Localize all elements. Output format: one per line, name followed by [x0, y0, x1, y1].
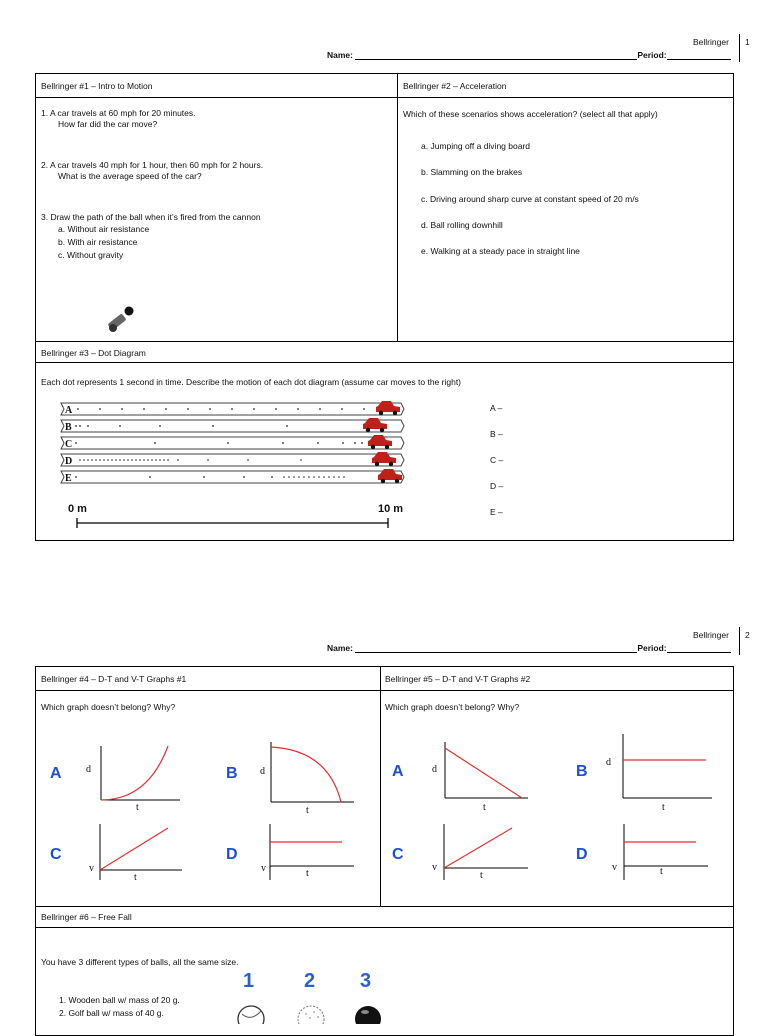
name-blank[interactable] [355, 59, 637, 60]
graph-5d [620, 822, 710, 882]
ball-number-3: 3 [360, 970, 372, 992]
axis-t: t [480, 870, 483, 881]
dot-row-b [61, 420, 404, 433]
br6-prompt: You have 3 different types of balls, all the same size. [41, 957, 239, 967]
graph-letter-c: C [50, 846, 62, 863]
axis-t: t [483, 802, 486, 813]
period-label: Period: [637, 50, 667, 60]
br2-option-a: a. Jumping off a diving board [421, 141, 530, 151]
row-divider [35, 906, 734, 907]
name-period-line [327, 50, 731, 60]
br4-prompt: Which graph doesn’t belong? Why? [41, 702, 176, 712]
axis-t: t [134, 872, 137, 883]
graph-4a [98, 744, 182, 804]
svg-text:E: E [65, 473, 72, 484]
br6-item-2: 2. Golf ball w/ mass of 40 g. [59, 1008, 164, 1018]
answer-b: B – [490, 429, 503, 439]
scale-start-label: 0 m [68, 503, 87, 515]
answer-a: A – [490, 403, 503, 413]
header-word-2: Bellringer [693, 630, 729, 640]
row-divider [35, 97, 734, 98]
svg-text:B: B [65, 422, 72, 433]
golf-ball-icon [298, 1006, 324, 1024]
name-blank-2[interactable] [355, 652, 637, 653]
answer-e: E – [490, 507, 503, 517]
br1-q3 [41, 212, 261, 262]
br1-title: Bellringer #1 – Intro to Motion [41, 81, 153, 91]
period-label-2: Period: [637, 643, 667, 653]
axis-t: t [306, 805, 309, 816]
name-period-line-2 [327, 643, 731, 653]
axis-d: d [86, 764, 91, 775]
metal-ball-icon [355, 1006, 381, 1024]
col-divider [380, 666, 381, 906]
br1-q2-line1: 2. A car travels 40 mph for 1 hour, then 60 mph for 2 hours. [41, 160, 264, 170]
br3-prompt: Each dot represents 1 second in time. Describe the motion of each dot diagram (assume car moves to the right) [41, 377, 462, 387]
graph-4c [96, 822, 184, 882]
br6-title: Bellringer #6 – Free Fall [41, 912, 132, 922]
col-divider [397, 73, 398, 341]
br1-q3-line: 3. Draw the path of the ball when it’s fired from the cannon [41, 212, 261, 222]
axis-v: v [261, 863, 266, 874]
svg-text:A: A [65, 405, 73, 416]
axis-t: t [136, 802, 139, 813]
axis-d: d [432, 764, 437, 775]
br1-q2 [41, 160, 263, 182]
distance-scale-bar [74, 516, 392, 530]
br2-option-e: e. Walking at a steady pace in straight line [421, 246, 580, 256]
ball-number-1: 1 [243, 970, 255, 992]
dot-diagram [58, 398, 408, 494]
scale-end-label: 10 m [378, 503, 404, 515]
row-divider [35, 927, 734, 928]
graph-letter-b-2: B [576, 763, 588, 780]
row-divider [35, 362, 734, 363]
br2-option-b: b. Slamming on the brakes [421, 167, 523, 177]
graph-letter-d-2: D [576, 846, 588, 863]
axis-t: t [662, 802, 665, 813]
br1-q3-item-c: c. Without gravity [58, 250, 124, 260]
br1-q1 [41, 108, 196, 130]
page-number-2: 2 [745, 630, 750, 640]
br2-prompt: Which of these scenarios shows acceleration? (select all that apply) [403, 109, 658, 119]
graph-4d [266, 822, 356, 882]
graph-5a [442, 740, 530, 802]
dot-row-e [61, 471, 404, 484]
header-word: Bellringer [693, 37, 729, 47]
dot-row-c [61, 437, 404, 450]
balls-illustration [234, 1002, 384, 1024]
row-divider [35, 690, 734, 691]
page-number: 1 [745, 37, 750, 47]
ball-number-2: 2 [304, 970, 316, 992]
graph-letter-b: B [226, 765, 238, 782]
period-blank-2[interactable] [667, 652, 731, 653]
answer-c: C – [490, 455, 504, 465]
br4-title: Bellringer #4 – D-T and V-T Graphs #1 [41, 674, 187, 684]
wooden-ball-icon [238, 1006, 264, 1024]
graph-letter-a: A [50, 765, 62, 782]
br6-item-1: 1. Wooden ball w/ mass of 20 g. [59, 995, 180, 1005]
graph-4b [268, 740, 358, 806]
row-divider [35, 341, 734, 342]
cannon-icon [104, 304, 136, 334]
axis-v: v [612, 862, 617, 873]
header-divider-2 [739, 627, 740, 655]
svg-text:D: D [65, 456, 73, 467]
br1-q2-line2: What is the average speed of the car? [58, 171, 202, 181]
axis-d: d [260, 766, 265, 777]
axis-d: d [606, 757, 611, 768]
graph-letter-a-2: A [392, 763, 404, 780]
axis-t: t [306, 868, 309, 879]
header-divider [739, 34, 740, 62]
br3-title: Bellringer #3 – Dot Diagram [41, 348, 146, 358]
br1-q3-item-a: a. Without air resistance [58, 224, 150, 234]
br5-title: Bellringer #5 – D-T and V-T Graphs #2 [385, 674, 531, 684]
graph-5b [620, 732, 714, 802]
period-blank[interactable] [667, 59, 731, 60]
br1-q1-line1: 1. A car travels at 60 mph for 20 minutes. [41, 108, 196, 118]
graph-5c [440, 822, 530, 882]
br1-q1-line2: How far did the car move? [58, 119, 158, 129]
graph-letter-c-2: C [392, 846, 404, 863]
br2-option-d: d. Ball rolling downhill [421, 220, 503, 230]
name-label: Name: [327, 50, 356, 60]
name-label-2: Name: [327, 643, 356, 653]
br5-prompt: Which graph doesn’t belong? Why? [385, 702, 520, 712]
axis-v: v [432, 862, 437, 873]
answer-d: D – [490, 481, 504, 491]
axis-v: v [89, 863, 94, 874]
br2-title: Bellringer #2 – Acceleration [403, 81, 507, 91]
br2-option-c: c. Driving around sharp curve at constant speed of 20 m/s [421, 194, 639, 204]
svg-text:C: C [65, 439, 73, 450]
graph-letter-d: D [226, 846, 238, 863]
br1-q3-item-b: b. With air resistance [58, 237, 138, 247]
axis-t: t [660, 866, 663, 877]
